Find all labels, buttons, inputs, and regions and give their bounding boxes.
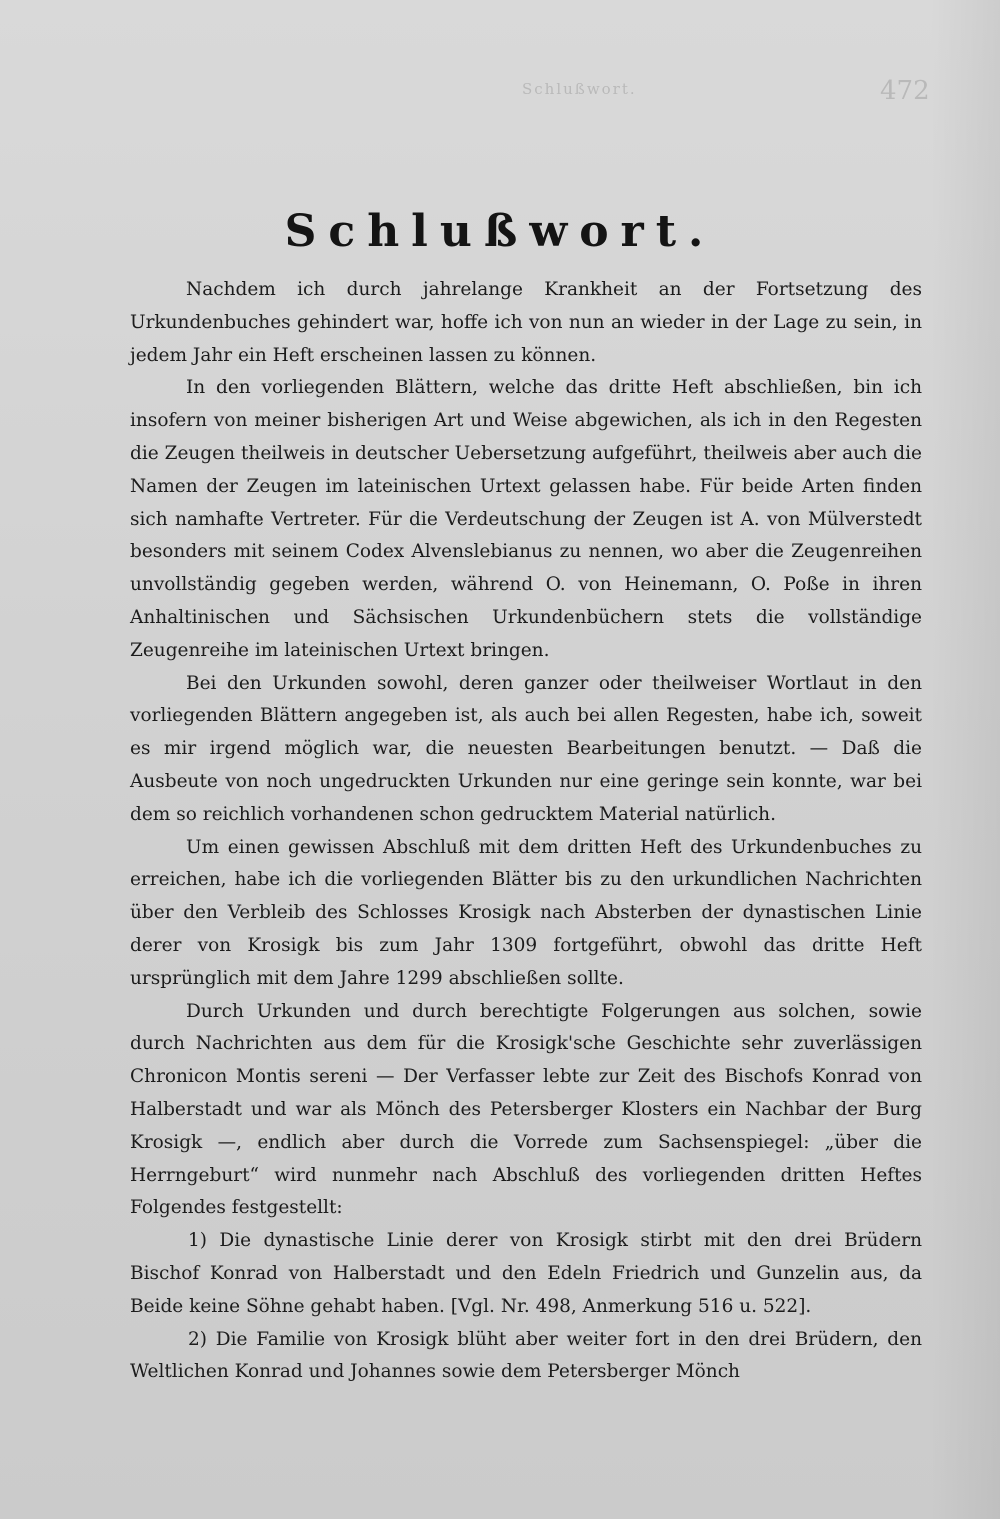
- list-item-1: 1) Die dynastische Linie derer von Krosigk stirbt mit den drei Brüdern Bischof Konrad von Halberstadt und den Edeln Friedrich und Gunzelin aus, da Beide keine Söhne gehabt haben. [Vgl. Nr. 498, Anmerkung 516 u. 522].: [130, 1230, 922, 1317]
- paragraph-4: Um einen gewissen Abschluß mit dem dritten Heft des Urkundenbuches zu erreichen, habe ich die vorliegenden Blätter bis zu den urkundlichen Nachrichten über den Verbleib des Schlosses Krosigk nach Absterben der dynastischen Linie derer von Krosigk bis zum Jahr 1309 fortgeführt, obwohl das dritte Heft ursprünglich mit dem Jahre 1299 abschließen sollte.: [130, 836, 922, 989]
- running-title: Schlußwort.: [522, 80, 637, 98]
- list-item-2: 2) Die Familie von Krosigk blüht aber weiter fort in den drei Brüdern, den Weltlichen Konrad und Johannes sowie dem Petersberger Mönch: [130, 1328, 922, 1383]
- body-text: [130, 274, 922, 1389]
- section-title: Schlußwort.: [284, 206, 716, 257]
- paragraph-2: In den vorliegenden Blättern, welche das dritte Heft abschließen, bin ich insofern von meiner bisherigen Art und Weise abgewichen, als ich in den Regesten die Zeugen theilweis in deutscher Uebersetzung aufgeführt, theilweis aber auch die Namen der Zeugen im lateinischen Urtext gelassen habe. Für beide Arten finden sich namhafte Vertreter. Für die Verdeutschung der Zeugen ist A. von Mülverstedt besonders mit seinem Codex Alvenslebianus zu nennen, wo aber die Zeugenreihen unvollständig gegeben werden, während O. von Heinemann, O. Poße in ihren Anhaltinischen und Sächsischen Urkundenbüchern stets die vollständige Zeugenreihe im lateinischen Urtext bringen.: [130, 377, 922, 661]
- paragraph-1: Nachdem ich durch jahrelange Krankheit an der Fortsetzung des Urkundenbuches gehindert war, hoffe ich von nun an wieder in der Lage zu sein, in jedem Jahr ein Heft erscheinen lassen zu können.: [130, 279, 922, 366]
- paragraph-3: Bei den Urkunden sowohl, deren ganzer oder theilweiser Wortlaut in den vorliegenden Blättern angegeben ist, als auch bei allen Regesten, habe ich, soweit es mir irgend möglich war, die neuesten Bearbeitungen benutzt. — Daß die Ausbeute von noch ungedruckten Urkunden nur eine geringe sein konnte, war bei dem so reichlich vorhandenen schon gedrucktem Material natürlich.: [130, 672, 922, 825]
- running-header: [0, 74, 1000, 104]
- page-number: 472: [880, 76, 930, 106]
- paragraph-5: Durch Urkunden und durch berechtigte Folgerungen aus solchen, sowie durch Nachrichten aus dem für die Krosigk'sche Geschichte sehr zuverlässigen Chronicon Montis sereni — Der Verfasser lebte zur Zeit des Bischofs Konrad von Halberstadt und war als Mönch des Petersberger Klosters ein Nachbar der Burg Krosigk —, endlich aber durch die Vorrede zum Sachsenspiegel: „über die Herrngeburt“ wird nunmehr nach Abschluß des vorliegenden dritten Heftes Folgendes festgestellt:: [130, 1000, 922, 1219]
